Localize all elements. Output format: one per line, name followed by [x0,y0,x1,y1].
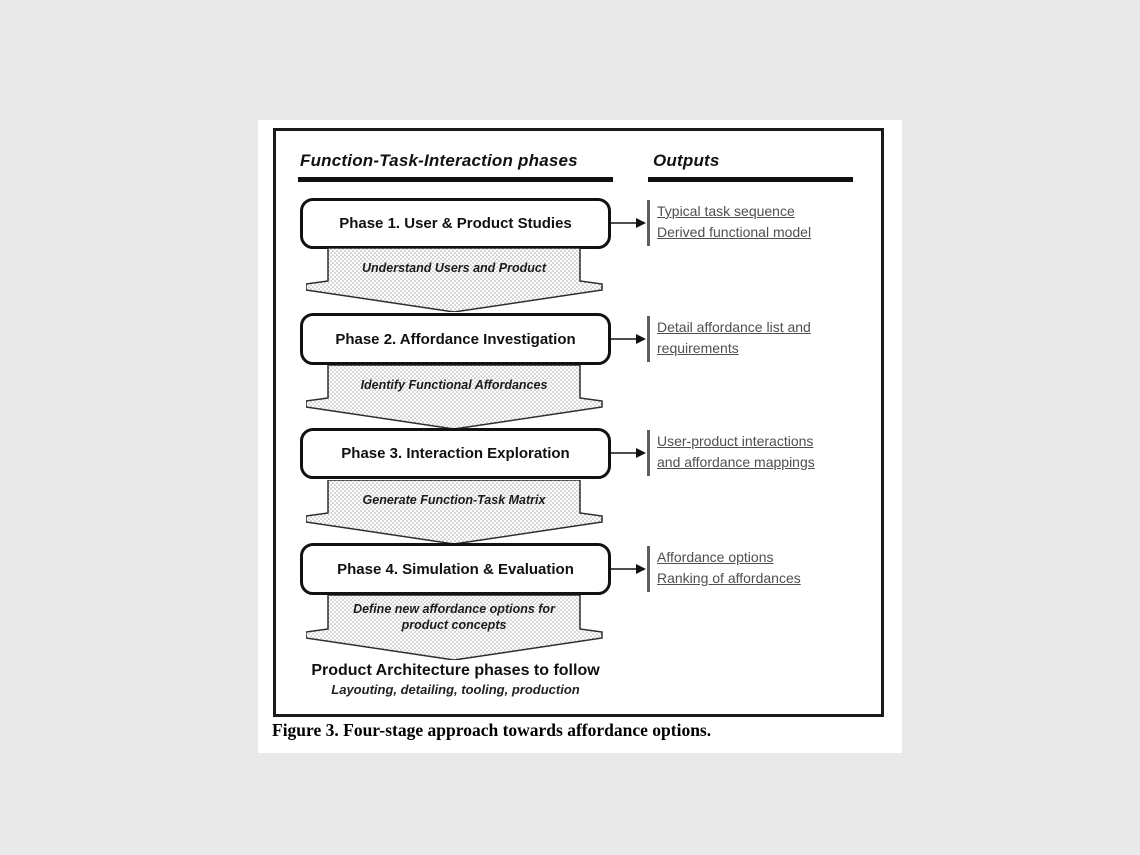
down-arrow-1 [306,248,604,312]
output-tick-3 [647,430,650,476]
connector-line-3 [611,452,639,454]
phase-1-box [300,198,611,249]
right-column-header: Outputs [653,151,720,170]
left-column-header: Function-Task-Interaction phases [300,151,578,170]
down-arrow-4 [306,595,604,659]
footer-subtitle: Layouting, detailing, tooling, production [331,682,580,697]
phase-2-label: Phase 2. Affordance Investigation [335,330,576,348]
connector-line-2 [611,338,639,340]
phase-4-label: Phase 4. Simulation & Evaluation [337,560,574,578]
outputs-4: Affordance options Ranking of affordances [657,549,801,586]
right-arrowhead-icon [636,334,646,344]
outputs-2: Detail affordance list and requirements [657,319,811,356]
down-arrow-3 [306,480,604,544]
right-arrowhead-icon [636,564,646,574]
right-header-underline [648,177,853,182]
figure-page [258,120,902,753]
output-tick-4 [647,546,650,592]
connector-line-1 [611,222,639,224]
transition-1-label: Understand Users and Product [361,261,547,275]
connector-line-4 [611,568,639,570]
phase-2-box [300,313,611,365]
right-arrowhead-icon [636,448,646,458]
transition-2-label: Identify Functional Affordances [360,378,548,392]
outputs-3: User-product interactions and affordance mappings [657,433,815,470]
phase-3-box [300,428,611,479]
output-tick-1 [647,200,650,246]
left-header-underline [298,177,613,182]
output-tick-2 [647,316,650,362]
figure-frame [273,128,884,717]
phase-3-label: Phase 3. Interaction Exploration [341,445,570,462]
outputs-1: Typical task sequence Derived functional model [657,203,812,240]
right-arrowhead-icon [636,218,646,228]
transition-3-label: Generate Function-Task Matrix [362,493,546,507]
transition-4-label: Define new affordance options for product concepts [353,602,555,632]
footer-title: Product Architecture phases to follow [311,662,600,679]
figure-caption: Figure 3. Four-stage approach towards affordance options. [272,720,712,740]
down-arrow-2 [306,365,604,429]
phase-1-label: Phase 1. User & Product Studies [339,215,572,232]
phase-4-box [300,543,611,595]
